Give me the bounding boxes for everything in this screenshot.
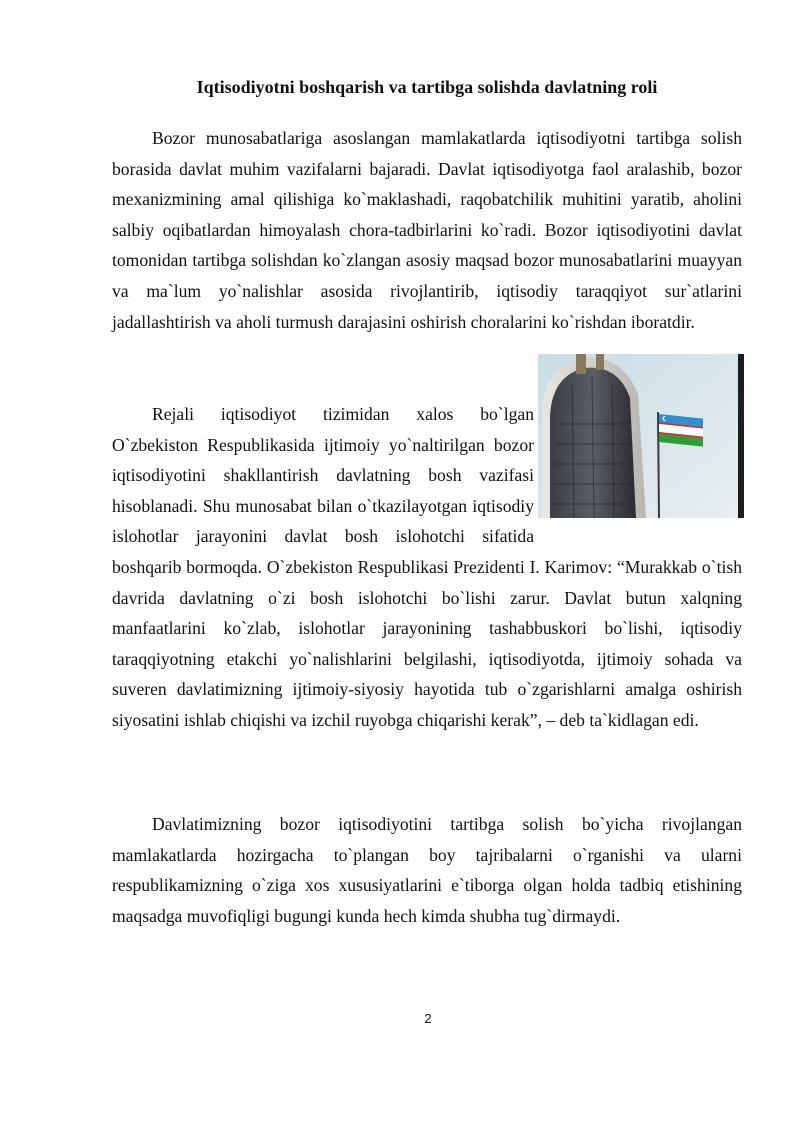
monument-flag-photo [538,354,744,518]
document-title: Iqtisodiyotni boshqarish va tartibga solishda davlatning roli [196,77,658,97]
paragraph-2 [112,399,742,736]
paragraph-2-text: Rejali iqtisodiyot tizimidan xalos bo`lgan O`zbekiston Respublikasida ijtimoiy yo`naltirilgan bozor iqtisodiyotini shakllantirish davlatning bosh vazifasi hisoblanadi. Shu munosabat bilan o`tkazilayotgan iqtisodiy islohotlar jarayonini davlat bosh islohotchi sifatida boshqarib bormoqda. O`zbekiston Respublikasi Prezidenti I. Karimov: “Murakkab o`tish davrida davlatning o`zi bosh islohotchi bo`lishi zarur. Davlat butun xalqning manfaatlarini ko`zlab, islohotlar jarayonining tashabbuskori bo`lishi, iqtisodiy taraqqiyotning etakchi yo`nalishlarini belgilashi, iqtisodiyotda, ijtimoiy sohada va suveren davlatimizning ijtimoiy-siyosiy hayotida tub o`zgarishlarni amalga oshirish siyosatini ishlab chiqishi va izchil ruyobga chiqarishi kerak”, – deb ta`kidlagan edi. [112,404,742,730]
paragraph-1: Bozor munosabatlariga asoslangan mamlakatlarda iqtisodiyotni tartibga solish borasida davlat muhim vazifalarni bajaradi. Davlat iqtisodiyotga faol aralashib, bozor mexanizmining amal qilishiga ko`maklashadi, raqobatchilik muhitini yaratib, aholini salbiy oqibatlardan himoyalash chora-tadbirlarini ko`radi. Bozor iqtisodiyotini davlat tomonidan tartibga solishdan ko`zlangan asosiy maqsad bozor munosabatlarini muayyan va ma`lum yo`nalishlar asosida rivojlantirib, iqtisodiy taraqqiyot sur`atlarini jadallashtirish va aholi turmush darajasini oshirish choralarini ko`rishdan iboratdir. [112,128,742,332]
paragraph-3: Davlatimizning bozor iqtisodiyotini tartibga solish bo`yicha rivojlangan mamlakatlarda hozirgacha to`plangan boy tajribalarni o`rganishi va ularni respublikamizning o`ziga xos xususiyatlarini e`tiborga olgan holda tadbiq etishining maqsadga muvofiqligi bugungi kunda hech kimda shubha tug`dirmaydi. [112,814,742,926]
page-number: 2 [424,1011,432,1026]
